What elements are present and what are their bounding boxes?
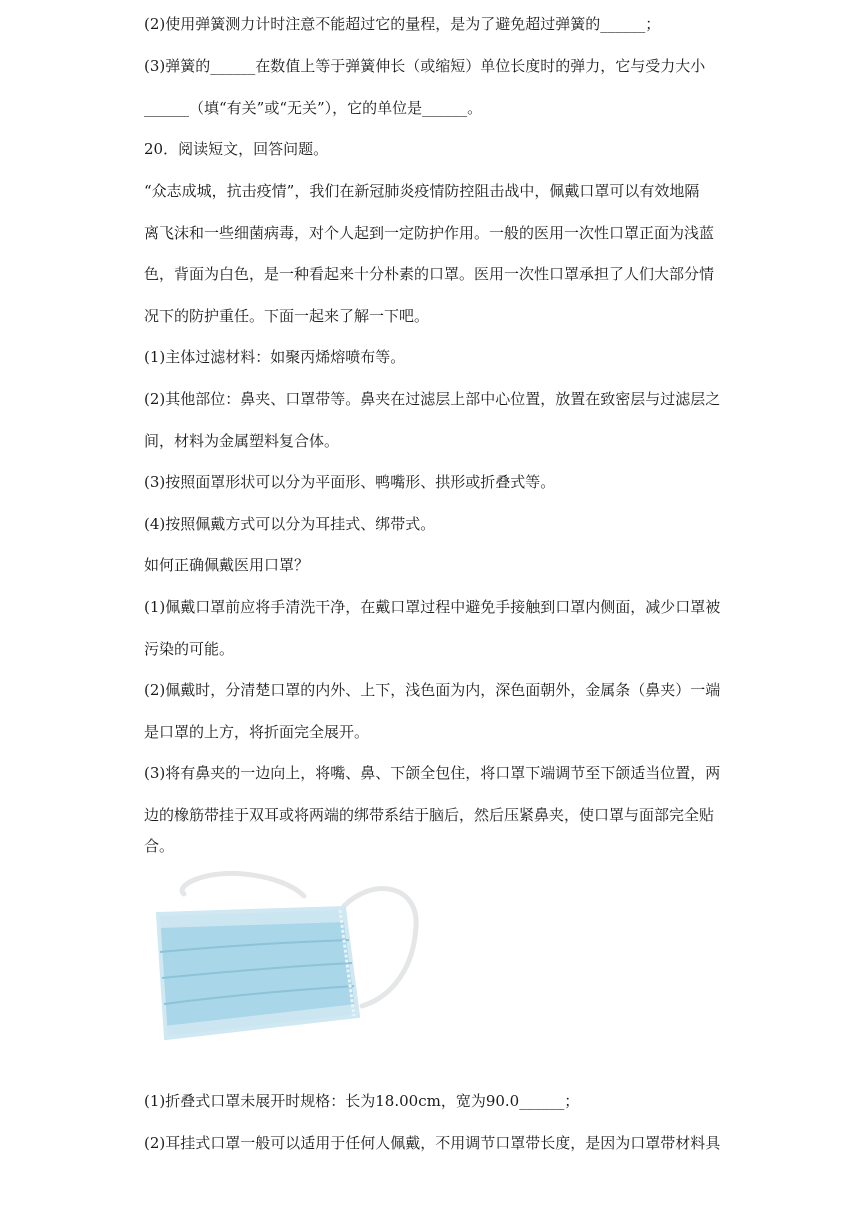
passage-line: (2)佩戴时，分清楚口罩的内外、上下，浅色面为内，深色面朝外，金属条（鼻夹）一端 (144, 681, 721, 699)
passage-line: (3)将有鼻夹的一边向上，将嘴、鼻、下颌全包住，将口罩下端调节至下颌适当位置，两 (144, 764, 721, 782)
ear-loop-left (182, 873, 304, 896)
passage-line: 况下的防护重任。下面一起来了解一下吧。 (144, 307, 430, 325)
passage-line: (2)其他部位：鼻夹、口罩带等。鼻夹在过滤层上部中心位置，放置在致密层与过滤层之 (144, 390, 721, 408)
passage-line: (1)主体过滤材料：如聚丙烯熔喷布等。 (144, 348, 406, 366)
passage-line: 污染的可能。 (144, 640, 235, 658)
question-line: (1)折叠式口罩未展开时规格：长为18.00cm，宽为90.0______； (144, 1092, 580, 1110)
passage-line: 边的橡筋带挂于双耳或将两端的绑带系结于脑后，然后压紧鼻夹，使口罩与面部完全贴 (144, 806, 715, 824)
question-line: (2)耳挂式口罩一般可以适用于任何人佩戴，不用调节口罩带长度，是因为口罩带材料具 (144, 1134, 721, 1152)
passage-line: 是口罩的上方，将折面完全展开。 (144, 723, 370, 741)
passage-line: “众志成城，抗击疫情”，我们在新冠肺炎疫情防控阻击战中，佩戴口罩可以有效地隔 (144, 182, 700, 200)
passage-subheading: 如何正确佩戴医用口罩？ (144, 556, 310, 574)
question-line: ______（填“有关”或“无关”），它的单位是______。 (144, 99, 483, 117)
passage-line: 离飞沫和一些细菌病毒，对个人起到一定防护作用。一般的医用一次性口罩正面为浅蓝 (144, 224, 715, 242)
question-line: (2)使用弹簧测力计时注意不能超过它的量程，是为了避免超过弹簧的______； (144, 15, 661, 33)
passage-line: (1)佩戴口罩前应将手清洗干净，在戴口罩过程中避免手接触到口罩内侧面，减少口罩被 (144, 598, 721, 616)
passage-line: (4)按照佩戴方式可以分为耳挂式、绑带式。 (144, 515, 436, 533)
question-line: (3)弹簧的______在数值上等于弹簧伸长（或缩短）单位长度时的弹力，它与受力大小 (144, 57, 706, 75)
passage-line: (3)按照面罩形状可以分为平面形、鸭嘴形、拱形或折叠式等。 (144, 473, 556, 491)
surgical-mask-image (144, 866, 424, 1046)
passage-line: 间，材料为金属塑料复合体。 (144, 432, 340, 450)
question-heading: 20．阅读短文，回答问题。 (144, 140, 329, 158)
passage-line: 合。 (144, 837, 175, 855)
passage-line: 色，背面为白色，是一种看起来十分朴素的口罩。医用一次性口罩承担了人们大部分情 (144, 265, 715, 283)
